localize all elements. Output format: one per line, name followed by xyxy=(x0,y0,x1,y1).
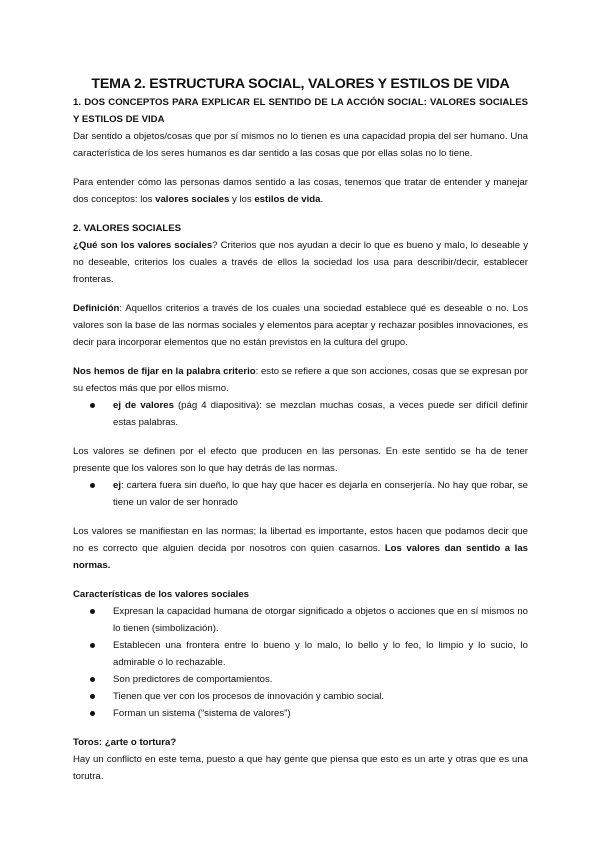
paragraph xyxy=(73,363,528,397)
bold-text: Toros: ¿arte o tortura? xyxy=(73,737,177,748)
bold-text: estilos de vida xyxy=(254,194,321,205)
bold-text: valores sociales xyxy=(155,194,230,205)
document-title: TEMA 2. ESTRUCTURA SOCIAL, VALORES Y ESTILOS DE VIDA xyxy=(91,76,510,92)
bold-text: ej de valores xyxy=(113,400,174,411)
bold-text: ej xyxy=(113,480,122,491)
list-item xyxy=(73,397,528,431)
list-item xyxy=(73,637,528,671)
document-page xyxy=(73,74,528,785)
list-item xyxy=(73,477,528,511)
text: . xyxy=(320,194,324,205)
bullet-list xyxy=(73,397,528,431)
bold-text: ¿Qué son los valores sociales xyxy=(73,240,213,251)
text: : esto se refiere a que son acciones, cosas que se expresan por su efectos más que por ellos mismo. xyxy=(73,366,529,394)
text: : cartera fuera sin dueño, lo que hay que hacer es dejarla en conserjería. No hay que robar, se tiene un valor de ser honrado xyxy=(113,480,528,508)
list-item xyxy=(73,671,528,688)
paragraph xyxy=(73,300,528,351)
document-body xyxy=(73,94,528,785)
paragraph xyxy=(73,237,528,288)
text: Tienen que ver con los procesos de innovación y cambio social. xyxy=(113,691,385,702)
list-item xyxy=(73,705,528,722)
paragraph xyxy=(73,586,528,603)
bold-text: Los valores dan sentido a las normas. xyxy=(73,543,529,571)
bold-text: Características de los valores sociales xyxy=(73,589,249,600)
paragraph xyxy=(73,174,528,208)
bold-text: 2. VALORES SOCIALES xyxy=(73,223,182,234)
paragraph xyxy=(73,443,528,477)
bold-text: 1. DOS CONCEPTOS PARA EXPLICAR EL SENTIDO DE LA ACCIÓN SOCIAL: VALORES SOCIALES Y ESTILOS DE VIDA xyxy=(73,97,528,125)
paragraph xyxy=(73,128,528,162)
text: Para entender cómo las personas damos sentido a las cosas, tenemos que tratar de entender y manejar dos conceptos: los xyxy=(73,177,528,205)
paragraph xyxy=(73,523,528,574)
paragraph xyxy=(73,751,528,785)
text: Los valores se definen por el efecto que producen en las personas. En este sentido se ha de tener presente que los valores son lo que hay detrás de las normas. xyxy=(73,446,528,474)
bullet-list xyxy=(73,477,528,511)
text: Establecen una frontera entre lo bueno y lo malo, lo bello y lo feo, lo limpio y lo sucio, lo admirable o lo rechazable. xyxy=(113,640,528,668)
list-item xyxy=(73,688,528,705)
text: Dar sentido a objetos/cosas que por sí mismos no lo tienen es una capacidad propia del ser humano. Una característica de los seres humanos es dar sentido a las cosas que por ellas solas no lo tiene. xyxy=(73,131,528,159)
text: Expresan la capacidad humana de otorgar significado a objetos o acciones que en sí mismos no lo tienen (simbolización). xyxy=(113,606,528,634)
text: Hay un conflicto en este tema, puesto a que hay gente que piensa que esto es un arte y otras que es una torutra. xyxy=(73,754,528,782)
bold-text: Definición xyxy=(73,303,120,314)
text: (pág 4 diapositiva): se mezclan muchas cosas, a veces puede ser difícil definir estas palabras. xyxy=(113,400,528,428)
bullet-list xyxy=(73,603,528,722)
paragraph xyxy=(73,94,528,128)
text: : Aquellos criterios a través de los cuales una sociedad establece qué es deseable o no. Los valores son la base de las normas sociales y elementos para aceptar y rechazar posibles innovaciones, es decir para incorporar elementos que no están previstos en la cultura del grupo. xyxy=(73,303,528,348)
text: Los valores se manifiestan en las normas; la libertad es importante, estos hacen que podamos decir que no es correcto que alguien decida por nosotros con quien casarnos. xyxy=(73,526,528,554)
text: Son predictores de comportamientos. xyxy=(113,674,273,685)
list-item xyxy=(73,603,528,637)
bold-text: Nos hemos de fijar en la palabra criterio xyxy=(73,366,256,377)
text: ? Criterios que nos ayudan a decir lo que es bueno y malo, lo deseable y no deseable, criterios los cuales a través de ellos la sociedad los usa para describir/decir, establecer fronteras. xyxy=(73,240,528,285)
text: y los xyxy=(229,194,255,205)
text: Forman un sistema (“sistema de valores”) xyxy=(113,708,291,719)
paragraph xyxy=(73,220,528,237)
paragraph xyxy=(73,734,528,751)
